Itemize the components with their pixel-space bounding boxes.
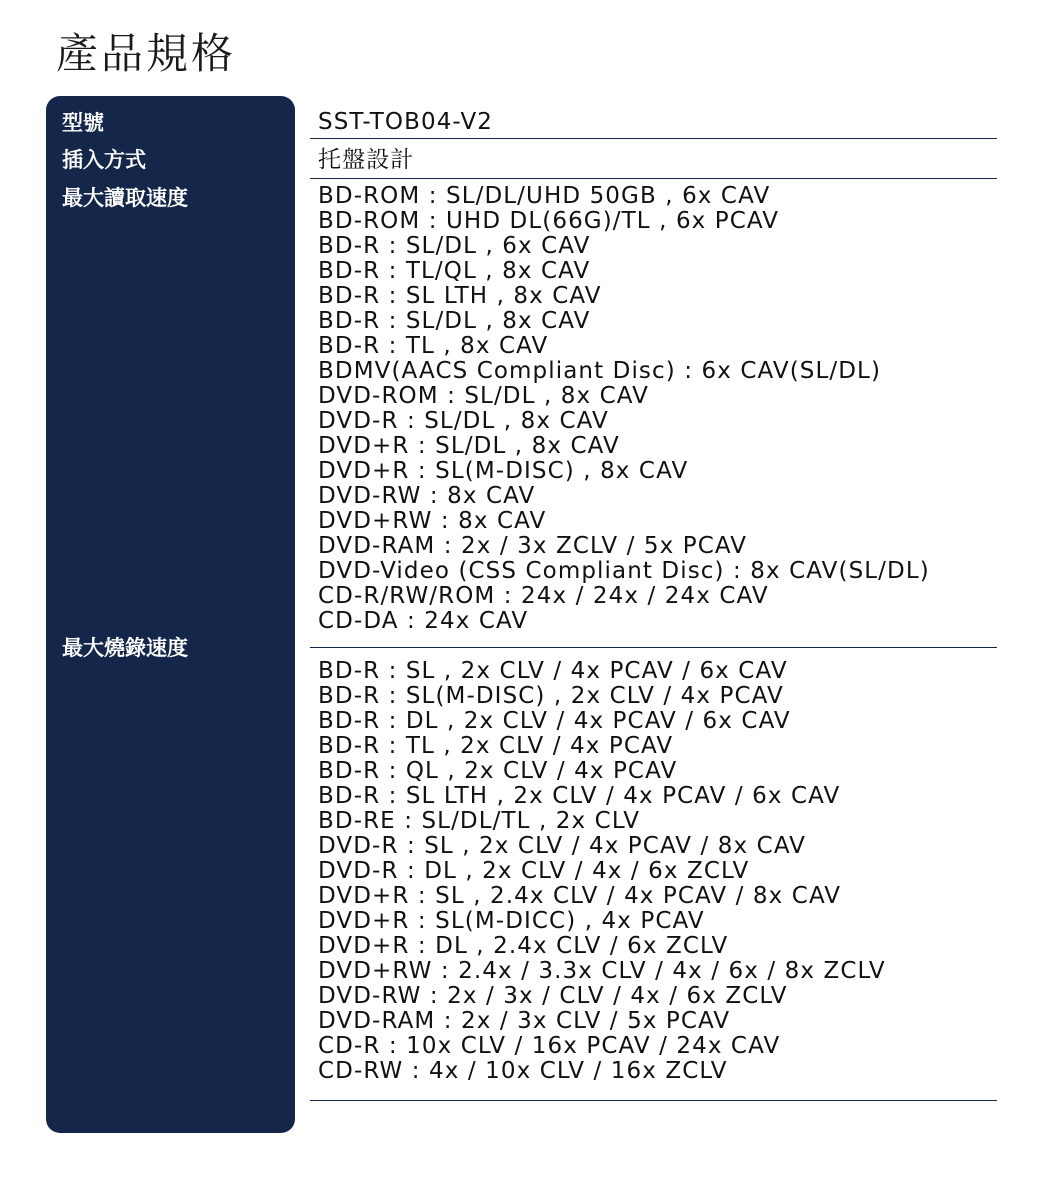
read-speed-line: DVD-RAM : 2x / 3x ZCLV / 5x PCAV <box>318 533 748 559</box>
read-speed-line: DVD+R : SL(M-DISC) , 8x CAV <box>318 458 689 484</box>
label-loading: 插入方式 <box>62 148 146 172</box>
write-speed-line: CD-R : 10x CLV / 16x PCAV / 24x CAV <box>318 1033 781 1059</box>
write-speed-line: DVD-RW : 2x / 3x / CLV / 4x / 6x ZCLV <box>318 983 788 1009</box>
write-speed-line: BD-R : SL , 2x CLV / 4x PCAV / 6x CAV <box>318 658 788 684</box>
read-speed-line: BDMV(AACS Compliant Disc) : 6x CAV(SL/DL) <box>318 358 882 384</box>
read-speed-line: DVD-ROM : SL/DL , 8x CAV <box>318 383 649 409</box>
write-speed-line: CD-RW : 4x / 10x CLV / 16x ZCLV <box>318 1058 728 1084</box>
divider <box>310 1100 997 1101</box>
write-speed-line: DVD+RW : 2.4x / 3.3x CLV / 4x / 6x / 8x ZCLV <box>318 958 886 984</box>
value-max-write-speed <box>318 659 998 1084</box>
read-speed-line: BD-R : SL LTH , 8x CAV <box>318 283 602 309</box>
page-title: 產品規格 <box>56 29 237 78</box>
label-max-write-speed: 最大燒錄速度 <box>62 636 188 660</box>
read-speed-line: DVD-Video (CSS Compliant Disc) : 8x CAV(SL/DL) <box>318 558 930 584</box>
read-speed-line: CD-DA : 24x CAV <box>318 608 529 634</box>
read-speed-line: BD-R : SL/DL , 8x CAV <box>318 308 591 334</box>
read-speed-line: CD-R/RW/ROM : 24x / 24x / 24x CAV <box>318 583 769 609</box>
read-speed-line: DVD-RW : 8x CAV <box>318 483 536 509</box>
write-speed-line: BD-R : DL , 2x CLV / 4x PCAV / 6x CAV <box>318 708 791 734</box>
read-speed-line: DVD+RW : 8x CAV <box>318 508 547 534</box>
value-loading: 托盤設計 <box>318 147 415 173</box>
read-speed-line: BD-ROM : UHD DL(66G)/TL , 6x PCAV <box>318 208 780 234</box>
write-speed-line: DVD+R : SL(M-DICC) , 4x PCAV <box>318 908 705 934</box>
label-model: 型號 <box>62 111 104 135</box>
divider <box>310 138 997 139</box>
write-speed-line: BD-R : SL(M-DISC) , 2x CLV / 4x PCAV <box>318 683 784 709</box>
read-speed-line: BD-R : SL/DL , 6x CAV <box>318 233 591 259</box>
value-max-read-speed <box>318 184 998 634</box>
divider <box>310 647 997 648</box>
write-speed-line: BD-R : QL , 2x CLV / 4x PCAV <box>318 758 678 784</box>
label-max-read-speed: 最大讀取速度 <box>62 186 188 210</box>
write-speed-line: DVD-R : SL , 2x CLV / 4x PCAV / 8x CAV <box>318 833 807 859</box>
write-speed-line: BD-R : SL LTH , 2x CLV / 4x PCAV / 6x CAV <box>318 783 841 809</box>
read-speed-line: DVD-R : SL/DL , 8x CAV <box>318 408 609 434</box>
write-speed-line: BD-RE : SL/DL/TL , 2x CLV <box>318 808 641 834</box>
read-speed-line: BD-R : TL/QL , 8x CAV <box>318 258 591 284</box>
divider <box>310 178 997 179</box>
write-speed-line: DVD+R : DL , 2.4x CLV / 6x ZCLV <box>318 933 729 959</box>
read-speed-line: DVD+R : SL/DL , 8x CAV <box>318 433 620 459</box>
read-speed-line: BD-R : TL , 8x CAV <box>318 333 549 359</box>
spec-label-panel <box>46 96 295 1133</box>
value-model: SST-TOB04-V2 <box>318 109 494 135</box>
write-speed-line: BD-R : TL , 2x CLV / 4x PCAV <box>318 733 674 759</box>
read-speed-line: BD-ROM : SL/DL/UHD 50GB , 6x CAV <box>318 183 771 209</box>
write-speed-line: DVD-R : DL , 2x CLV / 4x / 6x ZCLV <box>318 858 750 884</box>
write-speed-line: DVD+R : SL , 2.4x CLV / 4x PCAV / 8x CAV <box>318 883 842 909</box>
write-speed-line: DVD-RAM : 2x / 3x CLV / 5x PCAV <box>318 1008 731 1034</box>
